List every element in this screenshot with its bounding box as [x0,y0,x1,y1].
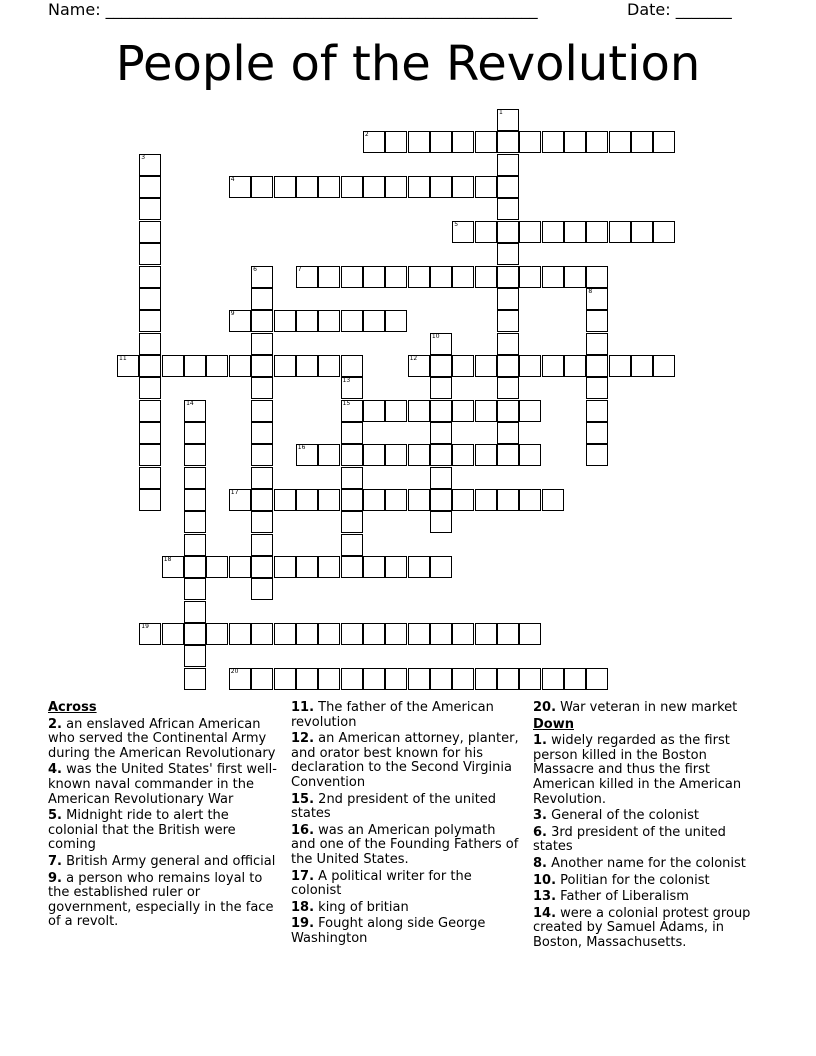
grid-cell[interactable] [363,131,385,153]
grid-cell[interactable] [497,422,519,444]
grid-cell[interactable] [296,623,318,645]
grid-cell[interactable] [430,444,452,466]
grid-cell[interactable] [475,444,497,466]
grid-cell[interactable] [430,377,452,399]
grid-cell[interactable] [229,310,251,332]
grid-cell[interactable] [408,131,430,153]
grid-cell[interactable] [139,623,161,645]
grid-cell[interactable] [251,310,273,332]
grid-cell[interactable] [564,355,586,377]
grid-cell[interactable] [385,444,407,466]
grid-cell[interactable] [653,221,675,243]
grid-cell[interactable] [542,221,564,243]
grid-cell[interactable] [475,221,497,243]
grid-cell[interactable] [274,489,296,511]
grid-cell[interactable] [519,400,541,422]
grid-cell[interactable] [542,266,564,288]
grid-cell[interactable] [274,556,296,578]
grid-cell[interactable] [162,623,184,645]
grid-cell[interactable] [341,534,363,556]
grid-cell[interactable] [519,444,541,466]
grid-cell[interactable] [139,444,161,466]
grid-cell[interactable] [139,310,161,332]
grid-cell[interactable] [586,221,608,243]
grid-cell[interactable] [497,355,519,377]
grid-cell[interactable] [408,444,430,466]
clue-down-3: 3. General of the colonist [533,808,700,824]
clue-down-14: 14. were a colonial protest group created by Samuel Adams, in Boston, Massachusetts. [533,905,751,950]
grid-cell[interactable] [117,355,139,377]
grid-cell[interactable] [139,198,161,220]
grid-cell[interactable] [229,556,251,578]
grid-cell[interactable] [430,400,452,422]
grid-cell[interactable] [586,377,608,399]
grid-cell[interactable] [251,176,273,198]
grid-cell[interactable] [497,310,519,332]
grid-cell[interactable] [408,489,430,511]
grid-cell[interactable] [452,221,474,243]
grid-cell[interactable] [184,489,206,511]
grid-cell[interactable] [408,355,430,377]
grid-cell[interactable] [497,198,519,220]
grid-cell[interactable] [542,131,564,153]
grid-cell[interactable] [274,355,296,377]
page-title: People of the Revolution [115,36,701,92]
grid-cell[interactable] [139,176,161,198]
grid-cell[interactable] [564,221,586,243]
grid-cell[interactable] [229,489,251,511]
grid-cell[interactable] [497,668,519,690]
grid-cell[interactable] [341,400,363,422]
grid-cell[interactable] [139,221,161,243]
clue-across-5: 5. Midnight ride to alert the colonial that the British were coming [48,808,236,853]
grid-cell[interactable] [139,422,161,444]
grid-cell[interactable] [184,511,206,533]
grid-cell[interactable] [229,623,251,645]
cell-number: 4 [230,176,235,184]
grid-cell[interactable] [475,355,497,377]
grid-cell[interactable] [430,422,452,444]
grid-cell[interactable] [341,422,363,444]
cell-number: 20 [230,667,239,675]
clue-down-8: 8. Another name for the colonist [533,855,746,871]
clue-across-18: 18. king of britian [291,899,409,915]
grid-cell[interactable] [184,534,206,556]
grid-cell[interactable] [184,444,206,466]
grid-cell[interactable] [139,467,161,489]
grid-cell[interactable] [475,668,497,690]
clue-down-1: 1. widely regarded as the first person killed in the Boston Massacre and thus the first American killed in the American Revolution. [533,733,742,807]
grid-cell[interactable] [251,377,273,399]
grid-cell[interactable] [519,623,541,645]
grid-cell[interactable] [408,556,430,578]
grid-cell[interactable] [653,131,675,153]
grid-cell[interactable] [586,288,608,310]
clue-down-10: 10. Politian for the colonist [533,872,710,888]
clue-across-4: 4. was the United States' first well-known naval commander in the American Revolutionary War [48,762,277,807]
grid-cell[interactable] [318,355,340,377]
clue-across-2: 2. an enslaved African American who served the Continental Army during the American Revolutionary [48,716,276,761]
grid-cell[interactable] [139,288,161,310]
grid-cell[interactable] [408,623,430,645]
grid-cell[interactable] [564,668,586,690]
grid-cell[interactable] [206,556,228,578]
grid-cell[interactable] [296,310,318,332]
grid-cell[interactable] [497,333,519,355]
grid-cell[interactable] [586,310,608,332]
grid-cell[interactable] [251,288,273,310]
grid-cell[interactable] [341,355,363,377]
grid-cell[interactable] [296,489,318,511]
grid-cell[interactable] [497,154,519,176]
grid-cell[interactable] [497,623,519,645]
grid-cell[interactable] [385,668,407,690]
grid-cell[interactable] [229,176,251,198]
grid-cell[interactable] [184,400,206,422]
grid-cell[interactable] [430,623,452,645]
grid-cell[interactable] [139,266,161,288]
cell-number: 1 [499,109,503,116]
clue-column-1 [48,701,280,932]
grid-cell[interactable] [184,422,206,444]
grid-cell[interactable] [408,266,430,288]
grid-cell[interactable] [341,489,363,511]
clue-across-11: 11. The father of the American revolution [291,700,494,730]
grid-cell[interactable] [162,355,184,377]
grid-cell[interactable] [363,623,385,645]
grid-cell[interactable] [139,154,161,176]
cell-number: 16 [297,444,306,452]
grid-cell[interactable] [497,489,519,511]
grid-cell[interactable] [564,131,586,153]
grid-cell[interactable] [385,623,407,645]
grid-cell[interactable] [385,489,407,511]
clue-across-9: 9. a person who remains loyal to the established ruler or government, especially in the face of a revolt. [48,870,274,930]
grid-cell[interactable] [363,444,385,466]
grid-cell[interactable] [341,623,363,645]
grid-cell[interactable] [139,355,161,377]
grid-cell[interactable] [363,310,385,332]
grid-cell[interactable] [296,355,318,377]
grid-cell[interactable] [452,266,474,288]
grid-cell[interactable] [542,668,564,690]
grid-cell[interactable] [452,176,474,198]
grid-cell[interactable] [206,623,228,645]
grid-cell[interactable] [452,131,474,153]
grid-cell[interactable] [497,444,519,466]
grid-cell[interactable] [430,556,452,578]
cell-number: 10 [431,332,440,340]
grid-cell[interactable] [385,266,407,288]
grid-cell[interactable] [341,511,363,533]
cell-number: 2 [364,131,369,139]
cell-number: 14 [186,399,194,407]
grid-cell[interactable] [341,310,363,332]
grid-cell[interactable] [497,288,519,310]
cell-number: 12 [409,354,418,362]
cell-number: 15 [342,399,351,407]
grid-cell[interactable] [564,266,586,288]
grid-cell[interactable] [586,355,608,377]
grid-cell[interactable] [251,511,273,533]
grid-cell[interactable] [452,489,474,511]
grid-cell[interactable] [653,355,675,377]
grid-cell[interactable] [139,377,161,399]
grid-cell[interactable] [430,489,452,511]
grid-cell[interactable] [385,310,407,332]
grid-cell[interactable] [139,333,161,355]
grid-cell[interactable] [586,668,608,690]
clue-column-2 [291,701,523,949]
grid-cell[interactable] [184,623,206,645]
grid-cell[interactable] [631,221,653,243]
clue-column-3 [533,701,765,953]
grid-cell[interactable] [184,355,206,377]
grid-cell[interactable] [586,400,608,422]
grid-cell[interactable] [184,601,206,623]
grid-cell[interactable] [609,131,631,153]
grid-cell[interactable] [475,131,497,153]
cell-number: 19 [141,623,149,631]
grid-cell[interactable] [296,266,318,288]
cell-number: 7 [297,265,302,273]
clue-across-19: 19. Fought along side George Washington [291,916,486,946]
grid-cell[interactable] [274,176,296,198]
grid-cell[interactable] [363,489,385,511]
grid-cell[interactable] [609,355,631,377]
grid-cell[interactable] [318,266,340,288]
grid-cell[interactable] [363,266,385,288]
grid-cell[interactable] [139,243,161,265]
grid-cell[interactable] [251,578,273,600]
grid-cell[interactable] [274,310,296,332]
grid-cell[interactable] [586,266,608,288]
grid-cell[interactable] [296,556,318,578]
clue-across-12: 12. an American attorney, planter, and orator best known for his declaration to the Second Virginia Convention [291,731,519,790]
cell-number: 13 [342,377,351,385]
grid-cell[interactable] [363,556,385,578]
grid-cell[interactable] [139,400,161,422]
grid-cell[interactable] [251,422,273,444]
grid-cell[interactable] [430,176,452,198]
grid-cell[interactable] [408,668,430,690]
grid-cell[interactable] [452,400,474,422]
grid-cell[interactable] [229,355,251,377]
grid-cell[interactable] [497,176,519,198]
grid-cell[interactable] [519,668,541,690]
grid-cell[interactable] [251,467,273,489]
grid-cell[interactable] [452,668,474,690]
grid-cell[interactable] [184,467,206,489]
grid-cell[interactable] [318,489,340,511]
grid-cell[interactable] [184,578,206,600]
grid-cell[interactable] [251,355,273,377]
grid-cell[interactable] [408,400,430,422]
grid-cell[interactable] [586,444,608,466]
cell-number: 11 [119,354,127,362]
grid-cell[interactable] [430,668,452,690]
grid-cell[interactable] [318,556,340,578]
grid-cell[interactable] [497,400,519,422]
cell-number: 18 [163,556,172,563]
grid-cell[interactable] [206,355,228,377]
grid-cell[interactable] [430,131,452,153]
grid-cell[interactable] [586,333,608,355]
grid-cell[interactable] [251,400,273,422]
grid-cell[interactable] [296,668,318,690]
grid-cell[interactable] [519,266,541,288]
cell-number: 9 [230,310,235,318]
grid-cell[interactable] [586,131,608,153]
grid-cell[interactable] [430,266,452,288]
grid-cell[interactable] [139,489,161,511]
clue-across-15: 15. 2nd president of the united states [291,791,497,822]
grid-cell[interactable] [251,623,273,645]
grid-cell[interactable] [452,355,474,377]
grid-cell[interactable] [318,444,340,466]
cell-number: 17 [230,489,239,496]
grid-cell[interactable] [452,623,474,645]
grid-cell[interactable] [497,221,519,243]
grid-cell[interactable] [251,668,273,690]
grid-cell[interactable] [497,243,519,265]
grid-cell[interactable] [385,400,407,422]
grid-cell[interactable] [452,444,474,466]
grid-cell[interactable] [341,176,363,198]
grid-cell[interactable] [229,668,251,690]
grid-cell[interactable] [519,355,541,377]
grid-cell[interactable] [274,668,296,690]
grid-cell[interactable] [430,467,452,489]
grid-cell[interactable] [162,556,184,578]
clue-across-17: 17. A political writer for the colonist [291,868,472,899]
grid-cell[interactable] [385,556,407,578]
grid-cell[interactable] [497,266,519,288]
grid-cell[interactable] [184,668,206,690]
grid-cell[interactable] [341,467,363,489]
across-heading: Across [48,700,97,715]
clue-across-16: 16. was an American polymath and one of the Founding Fathers of the United States. [291,822,519,867]
grid-cell[interactable] [363,668,385,690]
grid-cell[interactable] [318,623,340,645]
grid-cell[interactable] [475,623,497,645]
grid-cell[interactable] [296,176,318,198]
name-field-label: Name: ______________________________________________________ [48,0,538,19]
grid-cell[interactable] [385,131,407,153]
grid-cell[interactable] [341,444,363,466]
grid-cell[interactable] [318,310,340,332]
down-heading: Down [533,716,574,732]
grid-cell[interactable] [251,489,273,511]
grid-cell[interactable] [475,489,497,511]
clue-across-20: 20. War veteran in new market [533,700,738,715]
grid-cell[interactable] [519,221,541,243]
grid-cell[interactable] [341,668,363,690]
grid-cell[interactable] [318,668,340,690]
clue-down-6: 6. 3rd president of the united states [533,824,726,855]
grid-cell[interactable] [475,266,497,288]
grid-cell[interactable] [251,266,273,288]
grid-cell[interactable] [341,266,363,288]
grid-cell[interactable] [497,109,519,131]
grid-cell[interactable] [430,355,452,377]
grid-cell[interactable] [542,489,564,511]
grid-cell[interactable] [631,355,653,377]
grid-cell[interactable] [251,556,273,578]
grid-cell[interactable] [251,444,273,466]
grid-cell[interactable] [251,534,273,556]
grid-cell[interactable] [363,176,385,198]
grid-cell[interactable] [363,400,385,422]
grid-cell[interactable] [631,131,653,153]
grid-cell[interactable] [586,422,608,444]
grid-cell[interactable] [408,176,430,198]
grid-cell[interactable] [475,176,497,198]
grid-cell[interactable] [385,176,407,198]
grid-cell[interactable] [475,400,497,422]
grid-cell[interactable] [497,377,519,399]
grid-cell[interactable] [341,556,363,578]
grid-cell[interactable] [519,131,541,153]
clue-across-7: 7. British Army general and official [48,853,276,869]
grid-cell[interactable] [184,556,206,578]
grid-cell[interactable] [296,444,318,466]
grid-cell[interactable] [542,355,564,377]
grid-cell[interactable] [274,623,296,645]
cell-number: 8 [588,287,593,295]
grid-cell[interactable] [609,221,631,243]
cell-number: 3 [141,153,146,161]
grid-cell[interactable] [341,377,363,399]
grid-cell[interactable] [497,131,519,153]
grid-cell[interactable] [184,645,206,667]
grid-cell[interactable] [318,176,340,198]
grid-cell[interactable] [251,333,273,355]
cell-number: 5 [454,220,459,228]
clue-down-13: 13. Father of Liberalism [533,889,689,905]
grid-cell[interactable] [519,489,541,511]
date-field-label: Date: _______ [627,0,732,19]
cell-number: 6 [253,265,257,273]
grid-cell[interactable] [430,511,452,533]
grid-cell[interactable] [430,333,452,355]
